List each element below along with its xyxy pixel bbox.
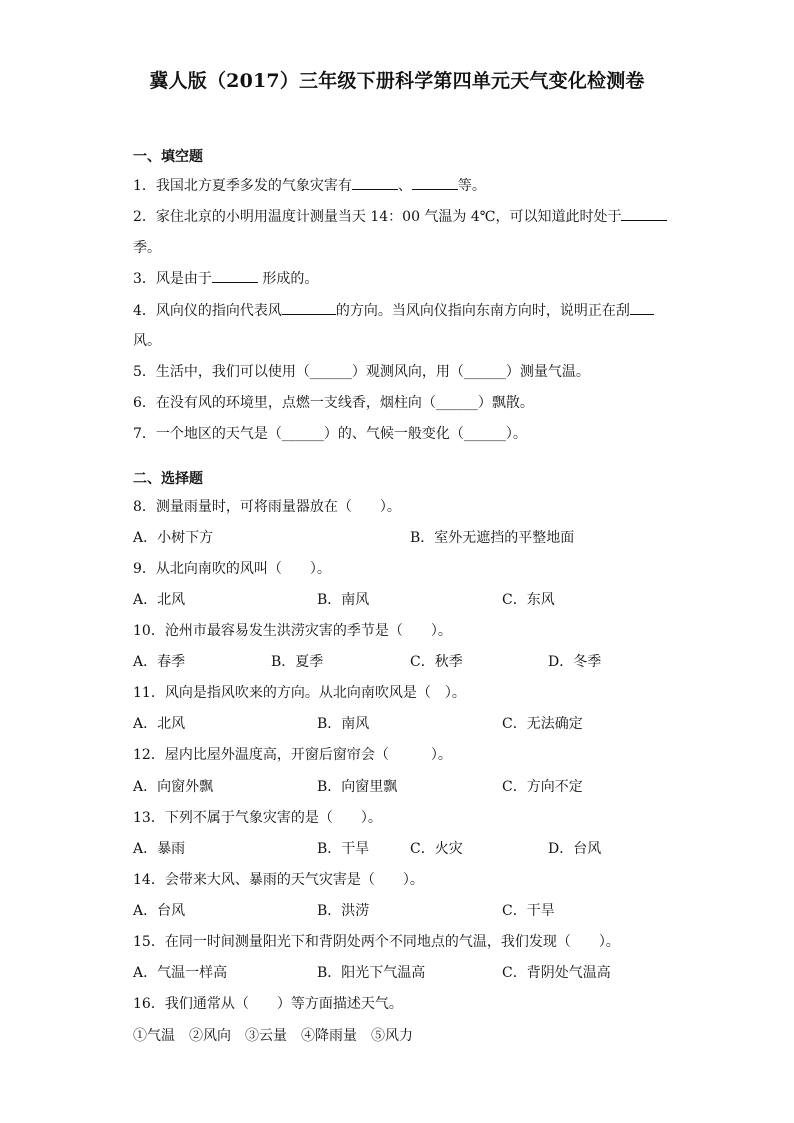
q4-text-pre: 4．风向仪的指向代表风	[133, 303, 282, 319]
q12-option-b[interactable]: B．向窗里飘	[317, 779, 398, 795]
section-fill-heading: 一、填空题	[133, 149, 203, 165]
question-11: 11．风向是指风吹来的方向。从北向南吹风是（ ）。	[133, 685, 466, 701]
q15-option-b[interactable]: B．阳光下气温高	[317, 965, 426, 981]
question-2-cont: 季。	[133, 240, 161, 256]
q3-blank[interactable]	[212, 268, 258, 283]
q10-option-b[interactable]: B．夏季	[271, 654, 324, 670]
question-4-cont: 风。	[133, 333, 161, 349]
q1-text-post: 等。	[457, 178, 486, 194]
question-14: 14．会带来大风、暴雨的天气灾害是（ ）。	[133, 872, 424, 888]
q3-text-post: 形成的。	[257, 271, 319, 287]
question-13: 13．下列不属于气象灾害的是（ ）。	[133, 810, 382, 826]
q8-option-a[interactable]: A．小树下方	[133, 530, 214, 546]
q13-option-c[interactable]: C．火灾	[410, 841, 463, 857]
q2-blank[interactable]	[621, 206, 667, 221]
q15-option-c[interactable]: C．背阴处气温高	[502, 965, 611, 981]
q1-text-pre: 1．我国北方夏季多发的气象灾害有	[133, 178, 352, 194]
q12-option-c[interactable]: C．方向不定	[502, 779, 583, 795]
question-15: 15．在同一时间测量阳光下和背阴处两个不同地点的气温，我们发现（ ）。	[133, 934, 620, 950]
question-5: 5．生活中，我们可以使用（______）观测风向，用（______）测量气温。	[133, 364, 590, 380]
q4-blank-1[interactable]	[282, 300, 336, 315]
q12-option-a[interactable]: A．向窗外飘	[133, 779, 214, 795]
question-9: 9．从北向南吹的风叫（ ）。	[133, 561, 331, 577]
page-title: 冀人版（2017）三年级下册科学第四单元天气变化检测卷	[149, 70, 645, 92]
q13-option-d[interactable]: D．台风	[548, 841, 602, 857]
question-2	[133, 206, 667, 226]
question-3	[133, 268, 318, 288]
q10-option-a[interactable]: A．春季	[133, 654, 186, 670]
q10-option-d[interactable]: D．冬季	[548, 654, 602, 670]
q4-blank-2[interactable]	[630, 300, 654, 315]
question-1	[133, 175, 486, 195]
q14-option-b[interactable]: B．洪涝	[317, 903, 370, 919]
q1-blank-2[interactable]	[412, 175, 458, 190]
q11-option-b[interactable]: B．南风	[317, 716, 370, 732]
q2-text-pre: 2．家住北京的小明用温度计测量当天 14：00 气温为 4℃，可以知道此时处于	[133, 209, 622, 225]
question-10: 10．沧州市最容易发生洪涝灾害的季节是（ ）。	[133, 623, 452, 639]
q4-text-post: 的方向。当风向仪指向东南方向时，说明正在刮	[335, 303, 630, 319]
q14-option-a[interactable]: A．台风	[133, 903, 186, 919]
question-12: 12．屋内比屋外温度高，开窗后窗帘会（ ）。	[133, 747, 452, 763]
q9-option-a[interactable]: A．北风	[133, 592, 186, 608]
q8-option-b[interactable]: B．室外无遮挡的平整地面	[410, 530, 575, 546]
question-8: 8．测量雨量时，可将雨量器放在（ ）。	[133, 499, 401, 515]
q13-option-b[interactable]: B．干旱	[317, 841, 370, 857]
question-4	[133, 300, 654, 320]
q10-option-c[interactable]: C．秋季	[410, 654, 463, 670]
q1-text-mid: 、	[397, 178, 412, 194]
q9-option-c[interactable]: C．东风	[502, 592, 555, 608]
question-16: 16．我们通常从（ ）等方面描述天气。	[133, 996, 403, 1012]
question-6: 6．在没有风的环境里，点燃一支线香，烟柱向（______）飘散。	[133, 395, 534, 411]
section-choice-heading: 二、选择题	[133, 471, 203, 487]
q3-text-pre: 3．风是由于	[133, 271, 212, 287]
q14-option-c[interactable]: C．干旱	[502, 903, 555, 919]
q13-option-a[interactable]: A．暴雨	[133, 841, 186, 857]
q1-blank-1[interactable]	[352, 175, 398, 190]
q11-option-c[interactable]: C．无法确定	[502, 716, 583, 732]
q16-items: ①气温 ②风向 ③云量 ④降雨量 ⑤风力	[133, 1028, 413, 1044]
q15-option-a[interactable]: A．气温一样高	[133, 965, 228, 981]
question-7: 7．一个地区的天气是（______）的、气候一般变化（______）。	[133, 426, 527, 442]
q11-option-a[interactable]: A．北风	[133, 716, 186, 732]
q9-option-b[interactable]: B．南风	[317, 592, 370, 608]
